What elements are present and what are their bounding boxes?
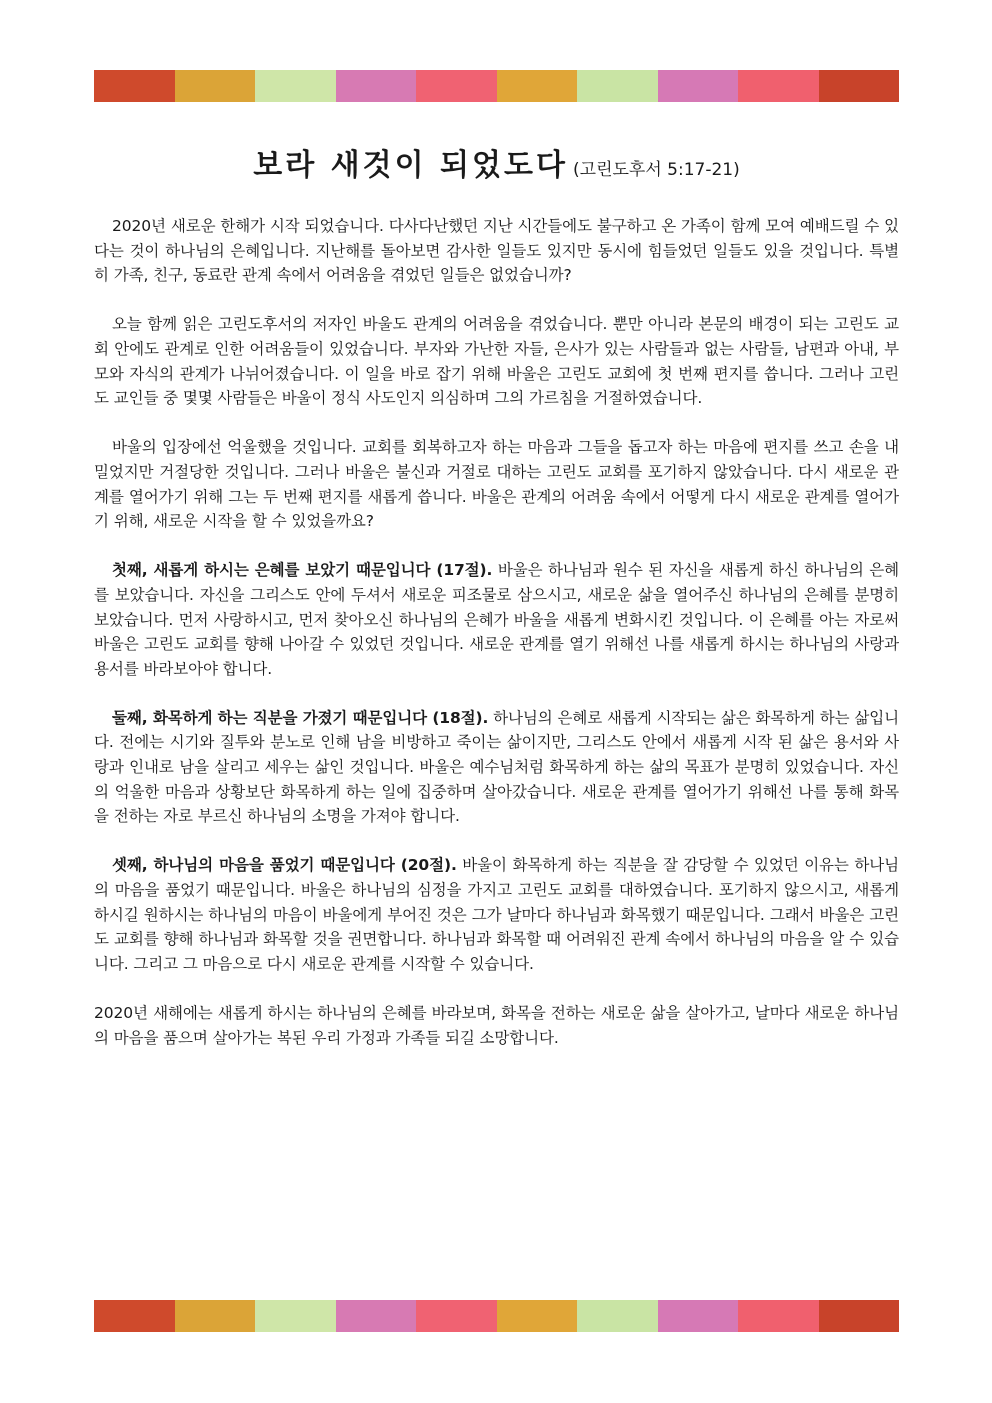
paragraph-point-one: [94, 558, 899, 681]
sermon-body: [94, 214, 899, 1075]
stripe-segment: [255, 1300, 336, 1332]
paragraph-intro: [94, 214, 899, 288]
scripture-reference: (고린도후서 5:17-21): [573, 160, 740, 180]
stripe-segment: [175, 1300, 256, 1332]
paragraph-text: 바울이 화목하게 하는 직분을 잘 감당할 수 있었던 이유는 하나님의 마음을 품었기 때문입니다. 바울은 하나님의 심정을 가지고 고린도 교회를 대하였습니다. 포기하지 않으시고, 새롭게 하시길 원하시는 하나님의 마음이 바울에게 부어진 것은 그가 날마다 하나님과 화목했기 때문입니다. 그래서 바울은 고린도 교회를 향해 하나님과 화목할 것을 권면합니다. 하나님과 화목할 때 어려워진 관계 속에서 하나님의 마음을 알 수 있습니다. 그리고 그 마음으로 다시 새로운 관계를 시작할 수 있습니다.: [94, 856, 899, 973]
stripe-segment: [819, 70, 900, 102]
stripe-segment: [175, 70, 256, 102]
page-title: [94, 140, 899, 184]
paragraph-text: 2020년 새로운 한해가 시작 되었습니다. 다사다난했던 지난 시간들에도 불구하고 온 가족이 함께 모여 예배드릴 수 있다는 것이 하나님의 은혜입니다. 지난해를 돌아보면 감사한 일들도 있지만 동시에 힘들었던 일들도 있을 것입니다. 특별히 가족, 친구, 동료란 관계 속에서 어려움을 겪었던 일들은 없었습니까?: [94, 217, 899, 285]
point-heading: 첫째, 새롭게 하시는 은혜를 보았기 때문입니다 (17절).: [112, 561, 493, 580]
stripe-segment: [416, 1300, 497, 1332]
stripe-segment: [497, 70, 578, 102]
stripe-segment: [336, 1300, 417, 1332]
stripe-segment: [94, 1300, 175, 1332]
paragraph-text: 2020년 새해에는 새롭게 하시는 하나님의 은혜를 바라보며, 화목을 전하는 새로운 삶을 살아가고, 날마다 새로운 하나님의 마음을 품으며 살아가는 복된 우리 가정과 가족들 되길 소망합니다.: [94, 1004, 899, 1047]
stripe-segment: [255, 70, 336, 102]
paragraph-text: 오늘 함께 읽은 고린도후서의 저자인 바울도 관계의 어려움을 겪었습니다. 뿐만 아니라 본문의 배경이 되는 고린도 교회 안에도 관계로 인한 어려움들이 있었습니다. 부자와 가난한 자들, 은사가 있는 사람들과 없는 사람들, 남편과 아내, 부모와 자식의 관계가 나뉘어졌습니다. 이 일을 바로 잡기 위해 바울은 고린도 교회에 첫 번째 편지를 씁니다. 그러나 고린도 교인들 중 몇몇 사람들은 바울이 정식 사도인지 의심하며 그의 가르침을 거절하였습니다.: [94, 315, 899, 408]
paragraph-point-three: [94, 853, 899, 976]
stripe-segment: [497, 1300, 578, 1332]
paragraph-text: 바울은 하나님과 원수 된 자신을 새롭게 하신 하나님의 은혜를 보았습니다. 자신을 그리스도 안에 두셔서 새로운 피조물로 삼으시고, 새로운 삶을 열어주신 하나님의 은혜를 분명히 보았습니다. 먼저 사랑하시고, 먼저 찾아오신 하나님의 은혜가 바울을 새롭게 변화시킨 것입니다. 이 은혜를 아는 자로써 바울은 고린도 교회를 향해 나아갈 수 있었던 것입니다. 새로운 관계를 열기 위해선 나를 새롭게 하시는 하나님의 사랑과 용서를 바라보아야 합니다.: [94, 561, 900, 678]
stripe-segment: [738, 70, 819, 102]
stripe-segment: [819, 1300, 900, 1332]
point-heading: 둘째, 화목하게 하는 직분을 가졌기 때문입니다 (18절).: [112, 708, 489, 727]
paragraph-background: [94, 312, 899, 410]
top-decorative-stripe: [94, 70, 899, 102]
paragraph-question: [94, 435, 899, 533]
stripe-segment: [94, 70, 175, 102]
stripe-segment: [658, 1300, 739, 1332]
paragraph-text: 하나님의 은혜로 새롭게 시작되는 삶은 화목하게 하는 삶입니다. 전에는 시기와 질투와 분노로 인해 남을 비방하고 죽이는 삶이지만, 그리스도 안에서 새롭게 시작 된 삶은 용서와 사랑과 인내로 남을 살리고 세우는 삶인 것입니다. 바울은 예수님처럼 화목하게 하는 삶의 목표가 분명히 있었습니다. 자신의 억울한 마음과 상황보단 화목하게 하는 일에 집중하며 살아갔습니다. 새로운 관계를 열어가기 위해선 나를 통해 화목을 전하는 자로 부르신 하나님의 소명을 가져야 합니다.: [94, 708, 899, 826]
paragraph-point-two: [94, 706, 899, 829]
sermon-title: 보라 새것이 되었도다: [253, 148, 568, 183]
paragraph-text: 바울의 입장에선 억울했을 것입니다. 교회를 회복하고자 하는 마음과 그들을 돕고자 하는 마음에 편지를 쓰고 손을 내밀었지만 거절당한 것입니다. 그러나 바울은 불신과 거절로 대하는 고린도 교회를 포기하지 않았습니다. 다시 새로운 관계를 열어가기 위해 그는 두 번째 편지를 새롭게 씁니다. 바울은 관계의 어려움 속에서 어떻게 다시 새로운 관계를 열어가기 위해, 새로운 시작을 할 수 있었을까요?: [94, 438, 899, 531]
stripe-segment: [336, 70, 417, 102]
stripe-segment: [738, 1300, 819, 1332]
stripe-segment: [577, 70, 658, 102]
paragraph-conclusion: [94, 1001, 899, 1050]
bottom-decorative-stripe: [94, 1300, 899, 1332]
stripe-segment: [658, 70, 739, 102]
stripe-segment: [577, 1300, 658, 1332]
stripe-segment: [416, 70, 497, 102]
point-heading: 셋째, 하나님의 마음을 품었기 때문입니다 (20절).: [112, 856, 457, 875]
